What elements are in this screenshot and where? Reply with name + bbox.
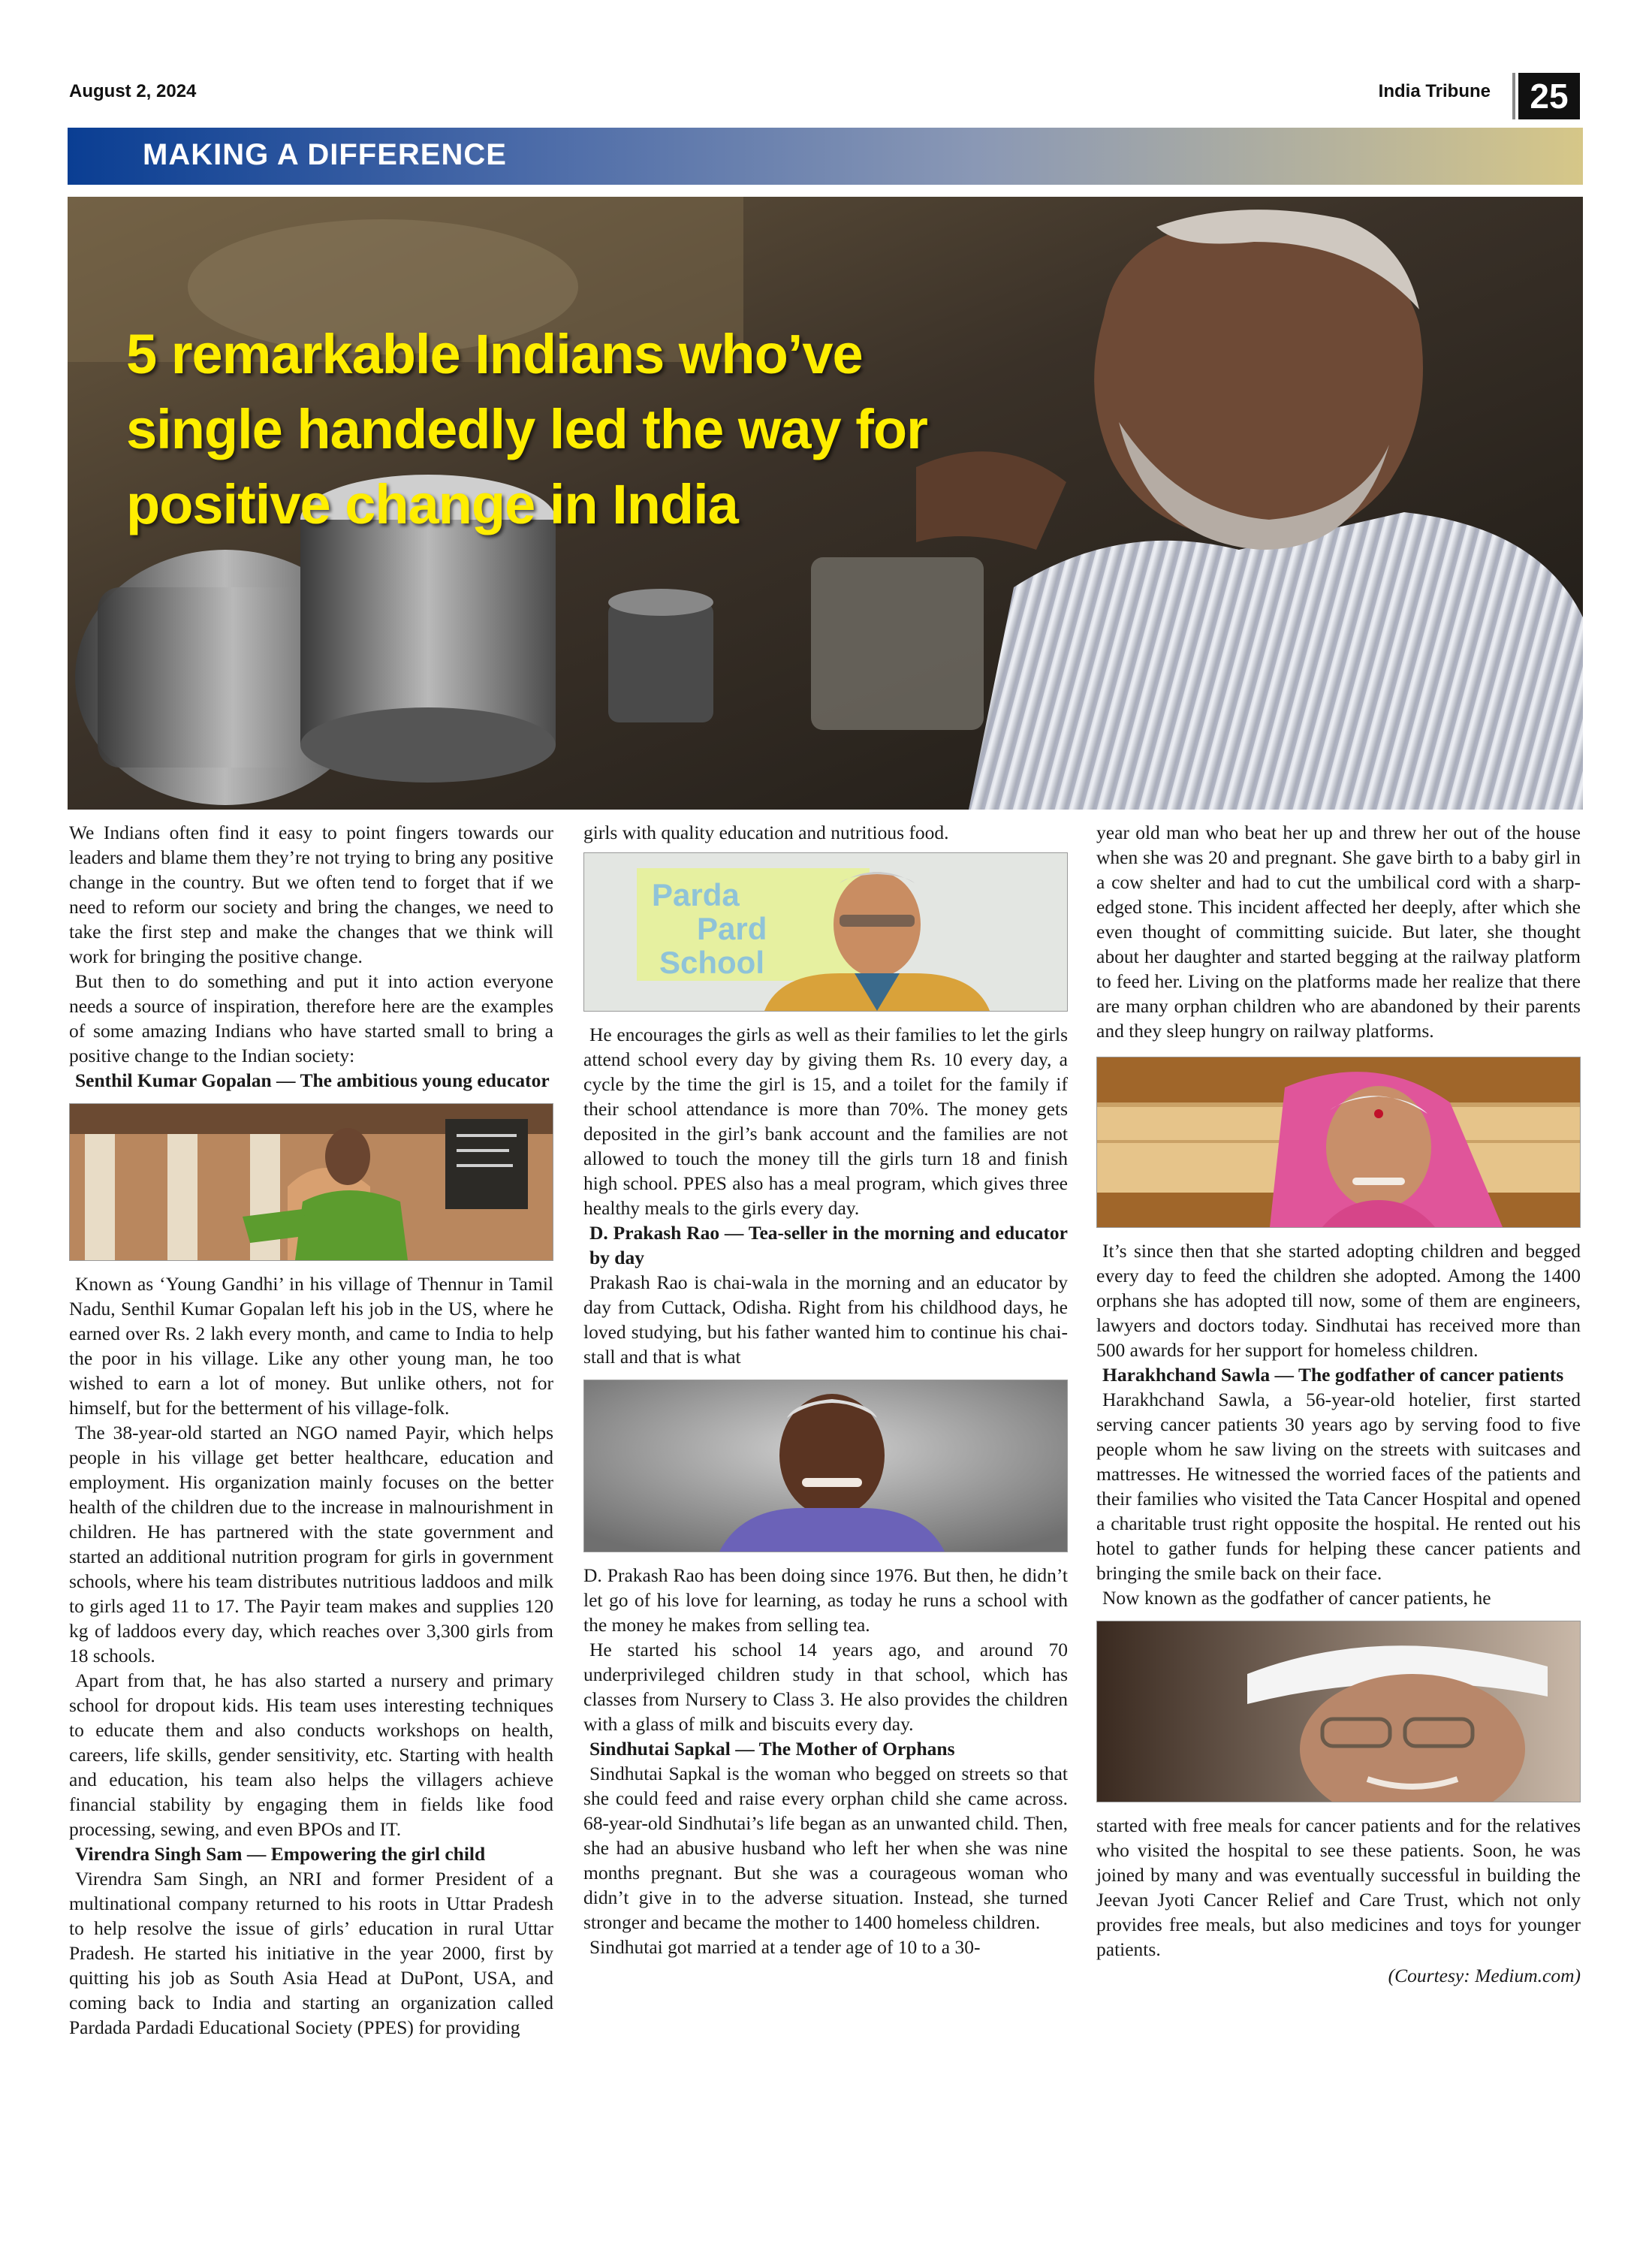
sindhutai-paragraph-1: Sindhutai Sapkal is the woman who begged on streets so that she could feed and raise every orphan child she came across. 68-year-old Sindhutai’s life began as an unwanted child. Then, she had an abusive husband who left her when she was nine months pregnant. But she was a courageous woman who didn’t give in to the adverse situation. Instead, she turned stronger and became the mother to 1400 homeless children. [583, 1763, 1068, 1933]
virendra-paragraph-1: Virendra Sam Singh, an NRI and former President of a multinational company returned to his roots in Uttar Pradesh to help resolve the issue of girls’ education in rural Uttar Pradesh. He started his initiative in the year 2000, first by quitting his job as South Asia Head at DuPont, USA, and coming back to India and starting an organization called Pardada Pardadi Educational Society (PPES) for providing [69, 1868, 553, 2038]
hero-photo [68, 197, 1583, 810]
harakhchand-heading: Harakhchand Sawla — The godfather of cancer patients [1102, 1364, 1564, 1386]
harakhchand-photo [1096, 1621, 1581, 1802]
sindhutai-paragraph-2: Sindhutai got married at a tender age of 10 to a 30- [589, 1936, 981, 1958]
prakash-portrait-icon [584, 1380, 1067, 1552]
section-title: MAKING A DIFFERENCE [143, 138, 507, 171]
harakhchand-portrait-icon [1097, 1621, 1580, 1802]
article-column-1 [69, 820, 553, 2040]
senthil-paragraph-3: Apart from that, he has also started a nursery and primary school for dropout kids. His team uses interesting techniques to educate them and also conducts workshops on health, careers, life skills, gender sensitivity, etc. Starting with health and education, his team also helps the villagers achieve financial stability by engaging them in fields like food processing, sewing, and even BPOs and IT. [69, 1669, 553, 1840]
courtesy-credit: (Courtesy: Medium.com) [1388, 1965, 1581, 1986]
virendra-portrait-icon [584, 853, 1067, 1011]
article-column-3 [1096, 820, 1581, 1988]
sindhutai-paragraph-2-continued: year old man who beat her up and threw her out of the house when she was 20 and pregnant. She gave birth to a baby girl in a cow shelter and had to cut the umbilical cord with a sharp-edged stone. This incident affected her deeply, after which she even thought of committing suicide. But later, she thought about her daughter and started begging at the railway platform to feed her. Living on the platforms made her realize that there are many orphan children who are abandoned by their parents and they sleep hungry on railway platforms. [1096, 822, 1581, 1042]
headline-line-2: single handedly led the way for [126, 398, 927, 460]
page-number: 25 [1518, 73, 1580, 119]
header-divider [1512, 73, 1515, 119]
harakhchand-paragraph-1: Harakhchand Sawla, a 56-year-old hotelier, first started serving cancer patients 30 years ago by serving food to five people whom he saw living on the streets with suitcases and mattresses. He witnessed the worried faces of the patients and their families who visited the Tata Cancer Hospital and opened a charitable trust right opposite the hospital. He rented out his hotel to gather funds for helping these cancer patients and bringing the smile back on their face. [1096, 1389, 1581, 1584]
prakash-paragraph-2: He started his school 14 years ago, and around 70 underprivileged children study in that school, which has classes from Nursery to Class 3. He also provides the children with a glass of milk and biscuits every day. [583, 1639, 1068, 1735]
senthil-heading: Senthil Kumar Gopalan — The ambitious young educator [75, 1069, 550, 1091]
issue-date: August 2, 2024 [69, 81, 197, 101]
senthil-portrait-icon [70, 1104, 553, 1260]
sign-line-2: Pard [697, 911, 767, 946]
senthil-photo [69, 1103, 553, 1261]
prakash-paragraph-1-continued: D. Prakash Rao has been doing since 1976. But then, he didn’t let go of his love for learning, as today he runs a school with the money he makes from selling tea. [583, 1564, 1068, 1636]
headline-line-1: 5 remarkable Indians who’ve [126, 323, 863, 385]
senthil-paragraph-1: Known as ‘Young Gandhi’ in his village of Thennur in Tamil Nadu, Senthil Kumar Gopalan left his job in the US, where he earned over Rs. 2 lakh every month, and came to India to help the poor in his village. Like any other young man, he too wished to earn a lot of money. But unlike others, not for himself, but for the betterment of his village-folk. [69, 1273, 553, 1419]
virendra-photo [583, 852, 1068, 1012]
harakhchand-paragraph-2: Now known as the godfather of cancer patients, he [1102, 1587, 1491, 1609]
sindhutai-photo [1096, 1057, 1581, 1228]
prakash-photo [583, 1380, 1068, 1552]
intro-paragraph-1: We Indians often find it easy to point fingers towards our leaders and blame them they’re not trying to bring any positive change in the country. But we often tend to forget that if we need to reform our society and bring the changes, we need to take the first step and make the changes that we think will work for bringing the positive change. [69, 822, 553, 967]
harakhchand-paragraph-2-continued: started with free meals for cancer patients and for the relatives who visited the hospital to see these patients. Soon, he was joined by many and was eventually successful in building the Jeevan Jyoti Cancer Relief and Care Trust, which not only provides free meals, but also medicines and toys for younger patients. [1096, 1814, 1581, 1960]
virendra-heading: Virendra Singh Sam — Empowering the girl child [75, 1843, 486, 1865]
sign-line-3: School [659, 945, 765, 980]
publication-name: India Tribune [1378, 81, 1491, 101]
headline-line-3: positive change in India [126, 473, 738, 535]
section-banner [68, 128, 1583, 185]
sindhutai-paragraph-3: It’s since then that she started adopting children and begged every day to feed the children she adopted. Among the 1400 orphans she has adopted till now, some of them are engineers, lawyers and doctors today. Sindhutai has received more than 500 awards for her support for homeless children. [1096, 1240, 1581, 1361]
sindhutai-portrait-icon [1097, 1057, 1580, 1227]
article-column-2 [583, 820, 1068, 1959]
headline [126, 317, 967, 542]
intro-paragraph-2: But then to do something and put it into action everyone needs a source of inspiration, therefore here are the examples of some amazing Indians who have started small to bring a positive change to the Indian society: [69, 970, 553, 1066]
sign-line-1: Parda [652, 877, 740, 912]
senthil-paragraph-2: The 38-year-old started an NGO named Payir, which helps people in his village get better healthcare, education and employment. His organization mainly focuses on the better health of the children due to the increase in malnourishment in children. He has partnered with the state government and started an additional nutrition program for girls in government schools, where his team distributes nutritious laddoos and milk to girls aged 11 to 17. The Payir team makes and supplies 120 kg of laddoos every day, which reaches over 3,300 girls from 18 schools. [69, 1422, 553, 1666]
virendra-paragraph-2: He encourages the girls as well as their families to let the girls attend school every day by giving them Rs. 10 every day, a cycle by the time the girl is 15, and a toilet for the family if their school attendance is more than 70%. The money gets deposited in the girl’s bank account and the families are not allowed to touch the money till the girls turn 18 and finish high school. PPES also has a meal program, which gives three healthy meals to the girls every day. [583, 1024, 1068, 1219]
prakash-paragraph-1: Prakash Rao is chai-wala in the morning and an educator by day from Cuttack, Odisha. Right from his childhood days, he loved studying, but his father wanted him to continue his chai-stall and that is what [583, 1271, 1068, 1368]
prakash-heading: D. Prakash Rao — Tea-seller in the morning and educator by day [589, 1222, 1068, 1268]
sindhutai-heading: Sindhutai Sapkal — The Mother of Orphans [589, 1738, 955, 1760]
virendra-paragraph-1-continued: girls with quality education and nutritious food. [583, 822, 949, 843]
